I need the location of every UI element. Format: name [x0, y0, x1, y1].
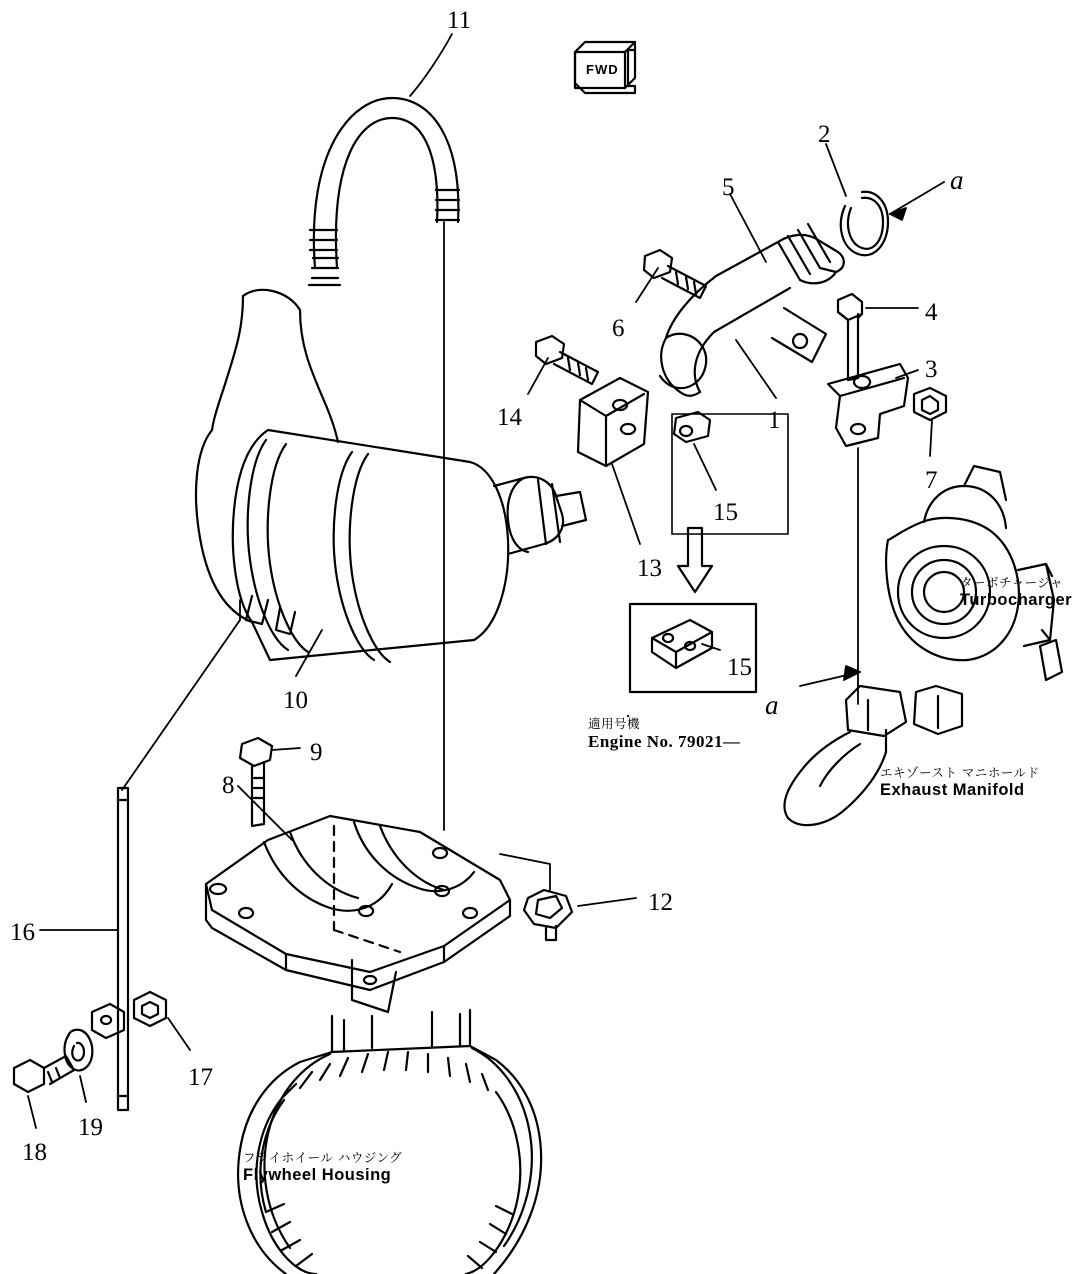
annotation-turbocharger — [960, 573, 1072, 610]
annotation-flywheel-housing — [243, 1148, 402, 1185]
callout-18: 18 — [22, 1139, 47, 1166]
section-mark-a-top: a — [950, 165, 964, 195]
callout-2: 2 — [818, 121, 831, 148]
part-2-seal-ring — [841, 192, 888, 255]
leader-lines — [28, 34, 944, 1128]
callout-6: 6 — [612, 315, 625, 342]
callout-7: 7 — [925, 467, 938, 494]
part-8-mounting-bracket — [206, 816, 510, 1012]
callout-4: 4 — [925, 299, 938, 326]
part-4-bolt — [838, 294, 862, 380]
callout-19: 19 — [78, 1114, 103, 1141]
part-3-bracket — [828, 364, 908, 446]
part-10-muffler — [196, 290, 586, 662]
engine-no-en: Engine No. 79021— — [588, 732, 741, 751]
part-19-washer — [65, 1030, 93, 1071]
part-7-nut — [914, 388, 946, 420]
fwd-marker-label: FWD — [586, 62, 619, 77]
callout-15-detail: 15 — [727, 654, 752, 681]
part-17-nut — [134, 992, 166, 1026]
exhaust-manifold-jp: エキゾースト マニホールド — [880, 765, 1040, 780]
callout-16: 16 — [10, 919, 35, 946]
callout-13: 13 — [637, 555, 662, 582]
exhaust-manifold-en: Exhaust Manifold — [880, 781, 1025, 799]
turbocharger-en: Turbocharger — [960, 591, 1073, 609]
callout-11: 11 — [447, 7, 472, 34]
part-16-rod — [118, 788, 128, 1110]
section-mark-a-bottom: a — [765, 690, 779, 720]
part-11-flexible-hose — [309, 98, 459, 285]
callout-12: 12 — [648, 889, 673, 916]
annotation-engine-no — [588, 714, 741, 752]
callout-5: 5 — [722, 174, 735, 201]
annotation-exhaust-manifold — [880, 763, 1040, 800]
callout-15-upper: 15 — [713, 499, 738, 526]
callout-8: 8 — [222, 772, 235, 799]
part-15-plate-upper — [674, 412, 710, 442]
callout-9: 9 — [310, 739, 323, 766]
engine-no-jp: 適用号機 — [588, 716, 641, 731]
part-18-bolt — [14, 1056, 74, 1092]
flywheel-housing-jp: フライホイール ハウジング — [243, 1150, 403, 1165]
part-14-bolt — [536, 336, 598, 384]
callout-14: 14 — [497, 404, 522, 431]
turbocharger-jp: ターボチャージャ — [960, 575, 1064, 590]
flywheel-housing — [238, 1010, 541, 1274]
part-5-exhaust-tube — [660, 224, 844, 396]
flywheel-housing-en: Flywheel Housing — [243, 1166, 392, 1184]
callout-17: 17 — [188, 1064, 213, 1091]
part-9-bolt — [240, 738, 272, 826]
part-15-plate-lower — [92, 1004, 124, 1038]
callout-10: 10 — [283, 687, 308, 714]
part-13-clamp-bracket — [578, 378, 648, 466]
callout-1: 1 — [768, 407, 781, 434]
part-12-nut — [524, 890, 572, 940]
callout-3: 3 — [925, 356, 938, 383]
